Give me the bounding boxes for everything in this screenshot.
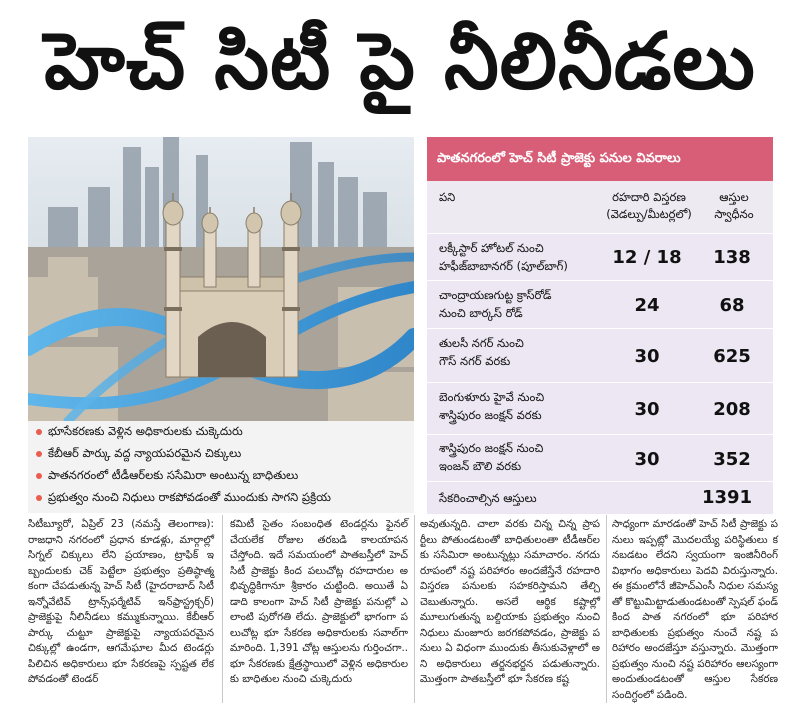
bullet-dot-icon	[36, 429, 42, 435]
column-divider	[606, 515, 607, 703]
column-divider	[222, 515, 223, 703]
key-point: ప్రభుత్వం నుంచి నిధులు రాకపోవడంతో ముందుకు సాగని ప్రక్రియ	[36, 489, 331, 505]
row-width: 30	[634, 346, 660, 367]
row-width: 12 / 18	[612, 247, 682, 268]
bullet-dot-icon	[36, 473, 42, 479]
row-place: శాస్త్రిపురం జంక్షన్ నుంచి ఇంజన్ బౌలి వరకు	[439, 441, 544, 473]
column-header-assets: ఆస్తుల స్వాధీనం	[714, 190, 754, 221]
row-assets: 625	[713, 346, 751, 367]
row-assets: 208	[713, 399, 751, 420]
row-width: 30	[634, 399, 660, 420]
row-assets: 138	[713, 247, 751, 268]
article-column-3: అవుతున్నది. చాలా వరకు చిన్న చిన్న ప్రాపర్టీలు పోతుండటంతో బాధితులంతా టీడీఆర్‌లకు ససేమిరా అంటున్నట్లు సమాచారం. నగదు రూపంలో నష్ట పరిహారం అందజేస్తేనే రహదారి విస్తరణ పనులకు సహకరిస్తామని తేల్చి చెబుతున్నారు. అసలే ఆర్థిక కష్టాల్లో మూలుగుతున్న బల్దియాకు ప్రభుత్వం నుంచి నిధులు మంజూరు జరగకపోవడం, ప్రాజెక్టు పనులు ఏ విధంగా ముందుకు తీసుకువెళ్లాలో అని అధికారులు తర్జనభర్జన పడుతున్నారు. మొత్తంగా పాతబస్తీలో భూ సేకరణ కష్ట	[420, 518, 600, 685]
row-place: చాంద్రాయణగుట్ట క్రాస్‌రోడ్ నుంచి బార్కస్ రోడ్	[439, 288, 552, 320]
row-width: 24	[634, 295, 660, 316]
article-column-2: కమిటీ సైతం సంబంధిత టెండర్లను ఫైనల్ చేయలేక రోజుల తరబడి కాలయాపన చేస్తోంది. ఇదే సమయంలో పాతబస్తీలో హెచ్ సిటీ ప్రాజెక్టు కింద పలుచోట్ల రహదారుల అభివృద్ధికిగానూ శ్రీకారం చుట్టింది. అయితే ఏడాది కాలంగా హెచ్ సిటీ ప్రాజెక్టు పనుల్లో ఎలాంటి పురోగతి లేదు. ప్రాజెక్టులో భాగంగా పలుచోట్ల భూ సేకరణ అధికారులకు సవాల్‌గా మారింది. 1,391 చోట్ల ఆస్తులను గుర్తించగా.. భూ సేకరణకు క్షేత్రస్థాయిలో వెళ్లిన అధికారులకు బాధితుల నుంచి చుక్కెదురు	[230, 518, 409, 685]
article-column-4: సాధ్యంగా మారడంతో హెచ్ సిటీ ప్రాజెక్టు పనులు ఇప్పట్లో మొదలయ్యే పరిస్థితులు కనబడటం లేదని స్వయంగా ఇంజినీరింగ్ విభాగం అధికారులు పెదవి విరుస్తున్నారు. ఈ క్రమంలోనే జీహెచ్‌ఎంసీ నిధుల సమస్యతో కొట్టుమిట్టాడుతుండటంతో స్పెషల్ ఫండ్ కింద పాత నగరంలో భూ పరిహార బాధితులకు ప్రభుత్వం నుంచే నష్ట పరిహారం అందజేస్తూ వస్తున్నారు. మొత్తంగా ప్రభుత్వం నుంచి నష్ట పరిహారం ఆలస్యంగా అందుతుండటంతో ఆస్తుల సేకరణ సందిగ్ధంలో పడింది.	[612, 518, 778, 701]
project-details-table	[427, 137, 773, 513]
key-points-box	[28, 421, 414, 513]
row-place: లక్కీస్టార్ హోటల్ నుంచి హఫీజ్‌బాబానగర్ (పూల్‌బాగ్)	[439, 241, 568, 273]
table-row	[427, 280, 773, 329]
table-total-row	[427, 481, 773, 514]
column-header-place: పని	[439, 190, 456, 204]
column-divider	[414, 515, 415, 703]
key-point: కేబీఆర్ పార్కు వద్ద న్యాయపరమైన చిక్కులు	[36, 445, 241, 461]
headline: హెచ్ సిటీ పై నీలినీడలు	[44, 17, 756, 107]
key-point: భూసేకరణకు వెళ్లిన అధికారులకు చుక్కెదురు	[36, 423, 243, 439]
row-width: 30	[634, 449, 660, 470]
column-header-width: రహదారి విస్తరణ (వెడల్పు/మీటర్లలో)	[606, 190, 692, 221]
bullet-dot-icon	[36, 451, 42, 457]
key-point: పాతనగరంలో టీడీఆర్‌లకు ససేమిరా అంటున్న బాధితులు	[36, 467, 298, 483]
table-row	[427, 328, 773, 383]
table-row	[427, 233, 773, 281]
row-assets: 68	[719, 295, 745, 316]
table-title: పాతనగరంలో హెచ్ సిటీ ప్రాజెక్టు పనుల వివరాలు	[427, 137, 773, 181]
row-place: బెంగుళూరు హైవే నుంచి శాస్త్రిపురం జంక్షన్ వరకు	[439, 390, 545, 422]
table-row	[427, 382, 773, 435]
total-value: 1391	[701, 487, 753, 508]
row-place: తులసీ నగర్ నుంచి గౌస్ నగర్ వరకు	[439, 336, 524, 368]
table-row	[427, 434, 773, 482]
row-assets: 352	[713, 449, 751, 470]
total-label: సేకరించాల్సిన ఆస్తులు	[439, 491, 537, 505]
article-column-1: సిటీబ్యూరో, ఏప్రిల్ 23 (నమస్తే తెలంగాణ): రాజధాని నగరంలో ప్రధాన కూడళ్లు, మార్గాల్లో సిగ్నల్ చిక్కులు లేని ప్రయాణం, ట్రాఫిక్ ఇబ్బందులకు చెక్ పెట్టేలా ప్రభుత్వం ప్రతిష్ఠాత్మకంగా చేపడుతున్న హెచ్ సిటీ (హైదరాబాద్ సిటీ ఇన్నోవేటివ్ ట్రాన్స్‌ఫర్మేటివ్ ఇన్‌ఫ్రాస్ట్రక్చర్) ప్రాజెక్టుపై నీలినీడలు కమ్ముకున్నాయి. కేబీఆర్ పార్కు చుట్టూ ప్రాజెక్టుపై న్యాయపరమైన చిక్కుల్లో ఉండగా, ఆగమేఘాల మీద టెండర్లు పిలిచిన అధికారులు భూ సేకరణపై స్పష్టత లేకపోవడంతో టెండర్	[28, 518, 214, 685]
charminar-flyover-illustration	[28, 137, 414, 421]
bullet-dot-icon	[36, 495, 42, 501]
